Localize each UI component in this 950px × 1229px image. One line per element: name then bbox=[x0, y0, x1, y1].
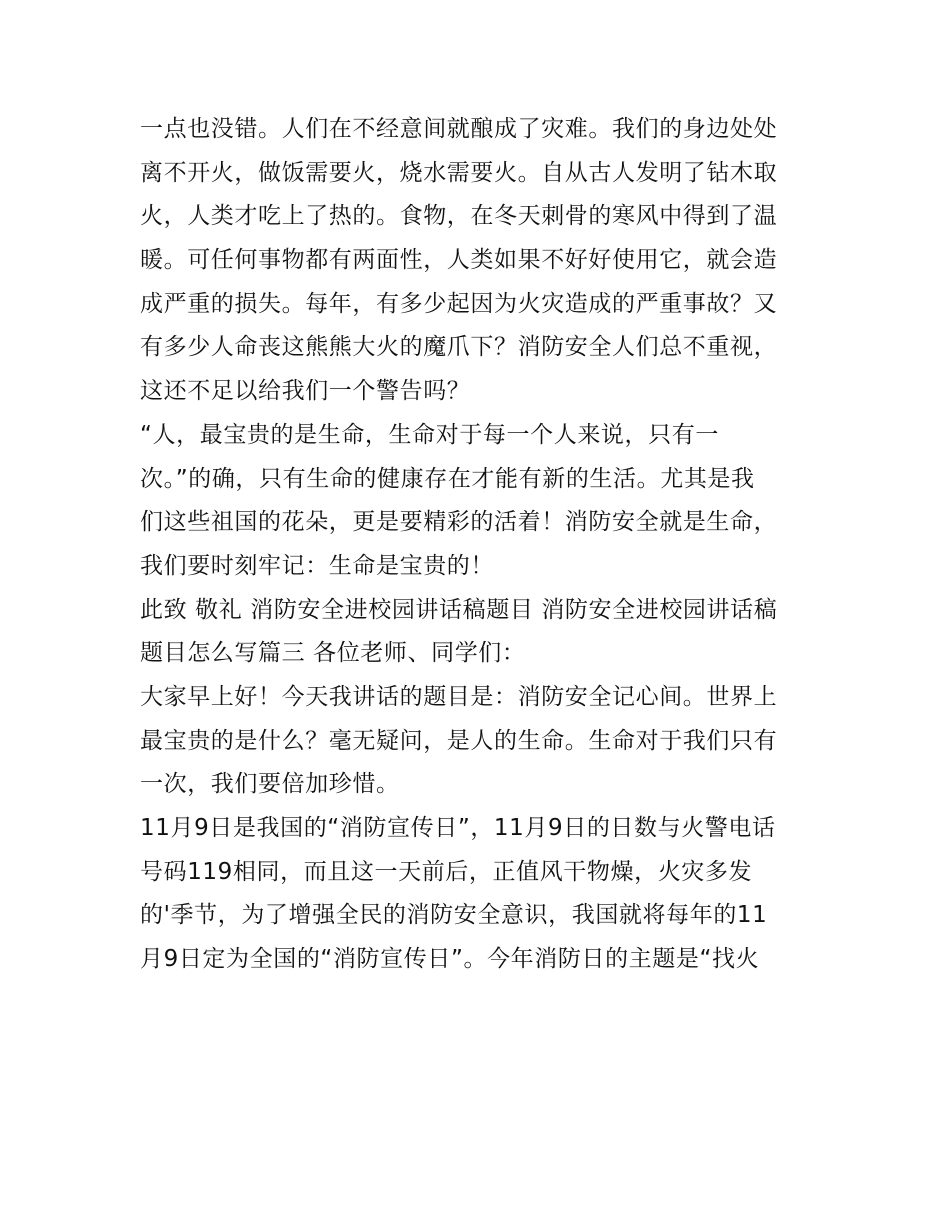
text-line: 有多少人命丧这熊熊大火的魔爪下？消防安全人们总不重视， bbox=[140, 334, 778, 361]
text-line: 11月9日是我国的“消防宣传日”，11月9日的日数与火警电话 bbox=[140, 815, 776, 841]
text-line: 号码119相同，而且这一天前后，正值风干物燥，火灾多发 bbox=[140, 858, 753, 885]
text-line: 这还不足以给我们一个警告吗？ bbox=[140, 378, 471, 405]
text-line: 月9日定为全国的“消防宣传日”。今年消防日的主题是“找火 bbox=[140, 946, 760, 973]
text-line: 的'季节，为了增强全民的消防安全意识，我国就将每年的11 bbox=[140, 902, 768, 929]
text-line: 一点也没错。人们在不经意间就酿成了灾难。我们的身边处处 bbox=[140, 116, 778, 142]
text-line: 此致 敬礼 消防安全进校园讲话稿题目 消防安全进校园讲话稿 bbox=[140, 596, 778, 623]
text-line: 离不开火，做饭需要火，烧水需要火。自从古人发明了钻木取 bbox=[140, 159, 778, 186]
text-line: 一次，我们要倍加珍惜。 bbox=[140, 771, 400, 798]
body-text bbox=[140, 108, 830, 982]
text-line: 暖。可任何事物都有两面性，人类如果不好好使用它，就会造 bbox=[140, 247, 778, 274]
text-line: 成严重的损失。每年，有多少起因为火灾造成的严重事故？又 bbox=[140, 290, 778, 317]
text-line: 次。”的确，只有生命的健康存在才能有新的生活。尤其是我 bbox=[140, 465, 755, 492]
text-line: 大家早上好！今天我讲话的题目是：消防安全记心间。世界上 bbox=[140, 683, 778, 710]
text-line: 我们要时刻牢记：生命是宝贵的！ bbox=[140, 552, 494, 579]
text-line: 最宝贵的是什么？毫无疑问，是人的生命。生命对于我们只有 bbox=[140, 727, 778, 754]
text-line: 题目怎么写篇三 各位老师、同学们： bbox=[140, 640, 526, 667]
text-line: 们这些祖国的花朵，更是要精彩的活着！消防安全就是生命， bbox=[140, 509, 778, 536]
text-line: 火，人类才吃上了热的。食物，在冬天刺骨的寒风中得到了温 bbox=[140, 203, 778, 230]
text-line: “人，最宝贵的是生命，生命对于每一个人来说，只有一 bbox=[140, 421, 719, 448]
